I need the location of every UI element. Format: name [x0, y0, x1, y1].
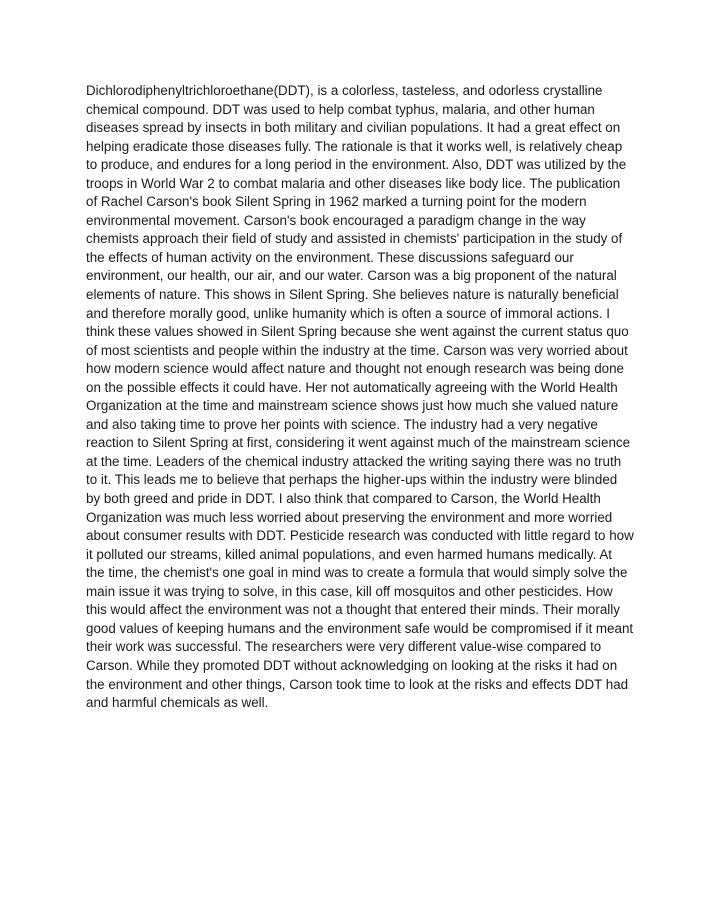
- body-paragraph: Dichlorodiphenyltrichloroethane(DDT), is a colorless, tasteless, and odorless crystalline chemical compound. DDT was used to help combat typhus, malaria, and other human diseases spread by insects in both military and civilian populations. It had a great effect on helping eradicate those diseases fully. The rationale is that it works well, is relatively cheap to produce, and endures for a long period in the environment. Also, DDT was utilized by the troops in World War 2 to combat malaria and other diseases like body lice. The publication of Rachel Carson's book Silent Spring in 1962 marked a turning point for the modern environmental movement. Carson's book encouraged a paradigm change in the way chemists approach their field of study and assisted in chemists' participation in the study of the effects of human activity on the environment. These discussions safeguard our environment, our health, our air, and our water. Carson was a big proponent of the natural elements of nature. This shows in Silent Spring. She believes nature is naturally beneficial and therefore morally good, unlike humanity which is often a source of immoral actions. I think these values showed in Silent Spring because she went against the current status quo of most scientists and people within the industry at the time. Carson was very worried about how modern science would affect nature and thought not enough research was being done on the possible effects it could have. Her not automatically agreeing with the World Health Organization at the time and mainstream science shows just how much she valued nature and also taking time to prove her points with science. The industry had a very negative reaction to Silent Spring at first, considering it went against much of the mainstream science at the time. Leaders of the chemical industry attacked the writing saying there was no truth to it. This leads me to believe that perhaps the higher-ups within the industry were blinded by both greed and pride in DDT. I also think that compared to Carson, the World Health Organization was much less worried about preserving the environment and more worried about consumer results with DDT. Pesticide research was conducted with little regard to how it polluted our streams, killed animal populations, and even harmed humans medically. At the time, the chemist's one goal in mind was to create a formula that would simply solve the main issue it was trying to solve, in this case, kill off mosquitos and other pesticides. How this would affect the environment was not a thought that entered their minds. Their morally good values of keeping humans and the environment safe would be compromised if it meant their work was successful. The researchers were very different value-wise compared to Carson. While they promoted DDT without acknowledging on looking at the risks it had on the environment and other things, Carson took time to look at the risks and effects DDT had and harmful chemicals as well.: [86, 83, 634, 711]
